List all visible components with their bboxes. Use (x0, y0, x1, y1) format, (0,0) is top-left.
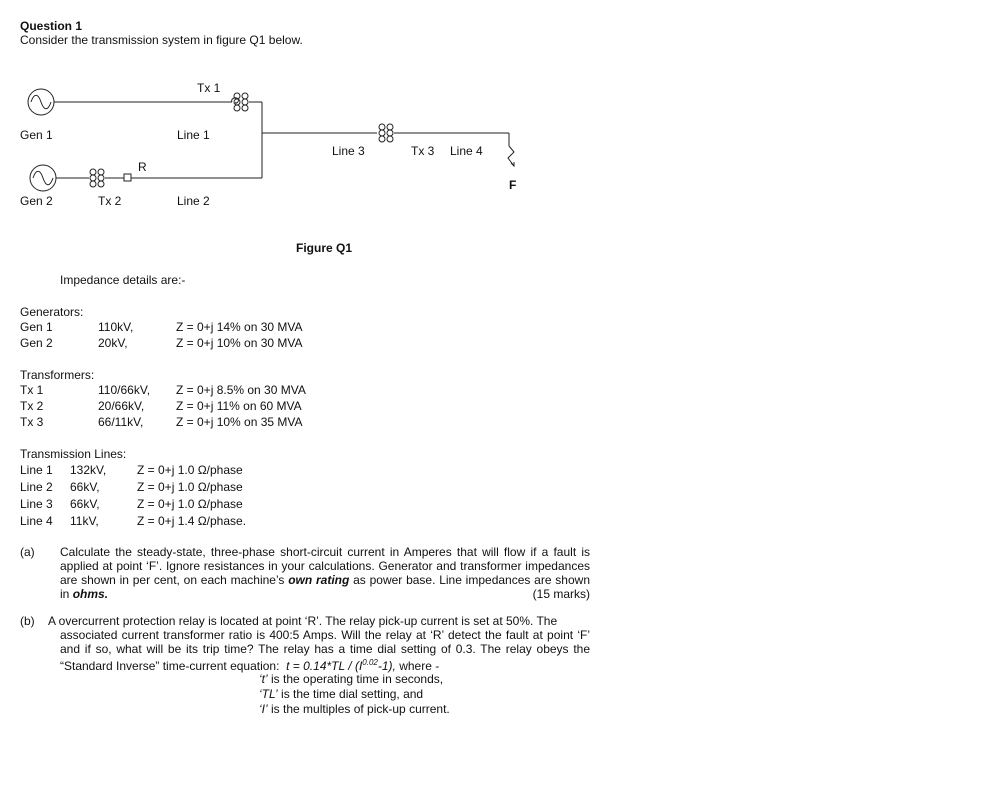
definition-item: ‘TL’ is the time dial setting, and (259, 687, 424, 701)
gen-row-name: Gen 1 (20, 320, 53, 334)
tx2-label: Tx 2 (98, 194, 122, 208)
definition-item: ‘I’ is the multiples of pick-up current. (259, 702, 450, 716)
gen-row-impedance: Z = 0+j 14% on 30 MVA (176, 320, 303, 334)
impedance-heading: Impedance details are:- (60, 273, 186, 287)
lines-heading: Transmission Lines: (20, 447, 127, 461)
line-row-name: Line 2 (20, 480, 53, 494)
part-a-marks: (15 marks) (532, 587, 590, 601)
tx-row-name: Tx 2 (20, 399, 44, 413)
gen2-label: Gen 2 (20, 194, 53, 208)
part-b-marker: (b) (20, 614, 35, 628)
part-b-lead: A overcurrent protection relay is located at point ‘R’. The relay pick-up current is set at 50%. The (48, 614, 558, 628)
gen2-symbol (30, 165, 56, 191)
trip-time-equation: $t = 0.14*TL / (I^{0.02}-1)$, (286, 658, 396, 673)
line-row-voltage: 132kV, (70, 463, 107, 477)
tx3-symbol (379, 124, 393, 142)
generators-heading: Generators: (20, 305, 84, 319)
relay-box (124, 174, 131, 181)
line-row-impedance: Z = 0+j 1.4 Ω/phase. (137, 514, 247, 528)
line4-label: Line 4 (450, 144, 483, 158)
tx-row-name: Tx 1 (20, 383, 44, 397)
emphasis-ohms: ohms. (72, 587, 109, 601)
question-title: Question 1 (20, 19, 83, 33)
line-row-voltage: 66kV, (70, 480, 100, 494)
definition-item: ‘t’ is the operating time in seconds, (259, 672, 444, 686)
tx1-symbol (232, 93, 248, 111)
line3-label: Line 3 (332, 144, 365, 158)
gen1-symbol (28, 89, 54, 115)
line1-label: Line 1 (177, 128, 210, 142)
relay-label: R (138, 160, 147, 174)
part-a-marker: (a) (20, 545, 35, 559)
gen-row-voltage: 20kV, (98, 336, 128, 350)
line-row-impedance: Z = 0+j 1.0 Ω/phase (137, 497, 243, 511)
figure-caption: Figure Q1 (296, 241, 353, 255)
circuit-diagram (0, 0, 1003, 270)
part-a-text: Calculate the steady-state, three-phase short-circuit current in Amperes that will flow if a fault is applied at point ‘F’. Ignore resistances in your calculations. Generator and transformer impedances are shown in per cent, on each machine’s own rating as power base. Line impedances are shown in ohms. (15 marks) (60, 545, 590, 601)
tx-row-name: Tx 3 (20, 415, 44, 429)
emphasis-own-rating: own rating (288, 573, 350, 587)
line-row-name: Line 1 (20, 463, 53, 477)
gen-row-name: Gen 2 (20, 336, 53, 350)
line-row-voltage: 66kV, (70, 497, 100, 511)
gen-row-voltage: 110kV, (98, 320, 134, 334)
tx1-label: Tx 1 (197, 81, 221, 95)
line-row-name: Line 4 (20, 514, 53, 528)
fault-label: F (509, 178, 517, 192)
line-row-voltage: 11kV, (70, 514, 99, 528)
tx-row-impedance: Z = 0+j 10% on 35 MVA (176, 415, 303, 429)
tx3-label: Tx 3 (411, 144, 435, 158)
part-b-text: associated current transformer ratio is 400:5 Amps. Will the relay at ‘R’ detect the fault at point ‘F’ and if so, what will be its trip time? The relay has a time dial setting of 0.3. The relay obeys the “Standard Inverse” time-current equation: $t = 0.14*TL / (I^{0.02}-1)$, where - (60, 628, 590, 673)
line2-label: Line 2 (177, 194, 210, 208)
tx-row-voltage: 20/66kV, (98, 399, 145, 413)
tx2-symbol (90, 169, 104, 187)
line-row-name: Line 3 (20, 497, 53, 511)
gen-row-impedance: Z = 0+j 10% on 30 MVA (176, 336, 303, 350)
transformers-heading: Transformers: (20, 368, 95, 382)
line-row-impedance: Z = 0+j 1.0 Ω/phase (137, 463, 243, 477)
tx-row-voltage: 66/11kV, (98, 415, 144, 429)
tx-row-impedance: Z = 0+j 8.5% on 30 MVA (176, 383, 306, 397)
tx-row-voltage: 110/66kV, (98, 383, 151, 397)
tx-row-impedance: Z = 0+j 11% on 60 MVA (176, 399, 302, 413)
gen1-label: Gen 1 (20, 128, 53, 142)
line-row-impedance: Z = 0+j 1.0 Ω/phase (137, 480, 243, 494)
question-intro: Consider the transmission system in figure Q1 below. (20, 33, 303, 47)
